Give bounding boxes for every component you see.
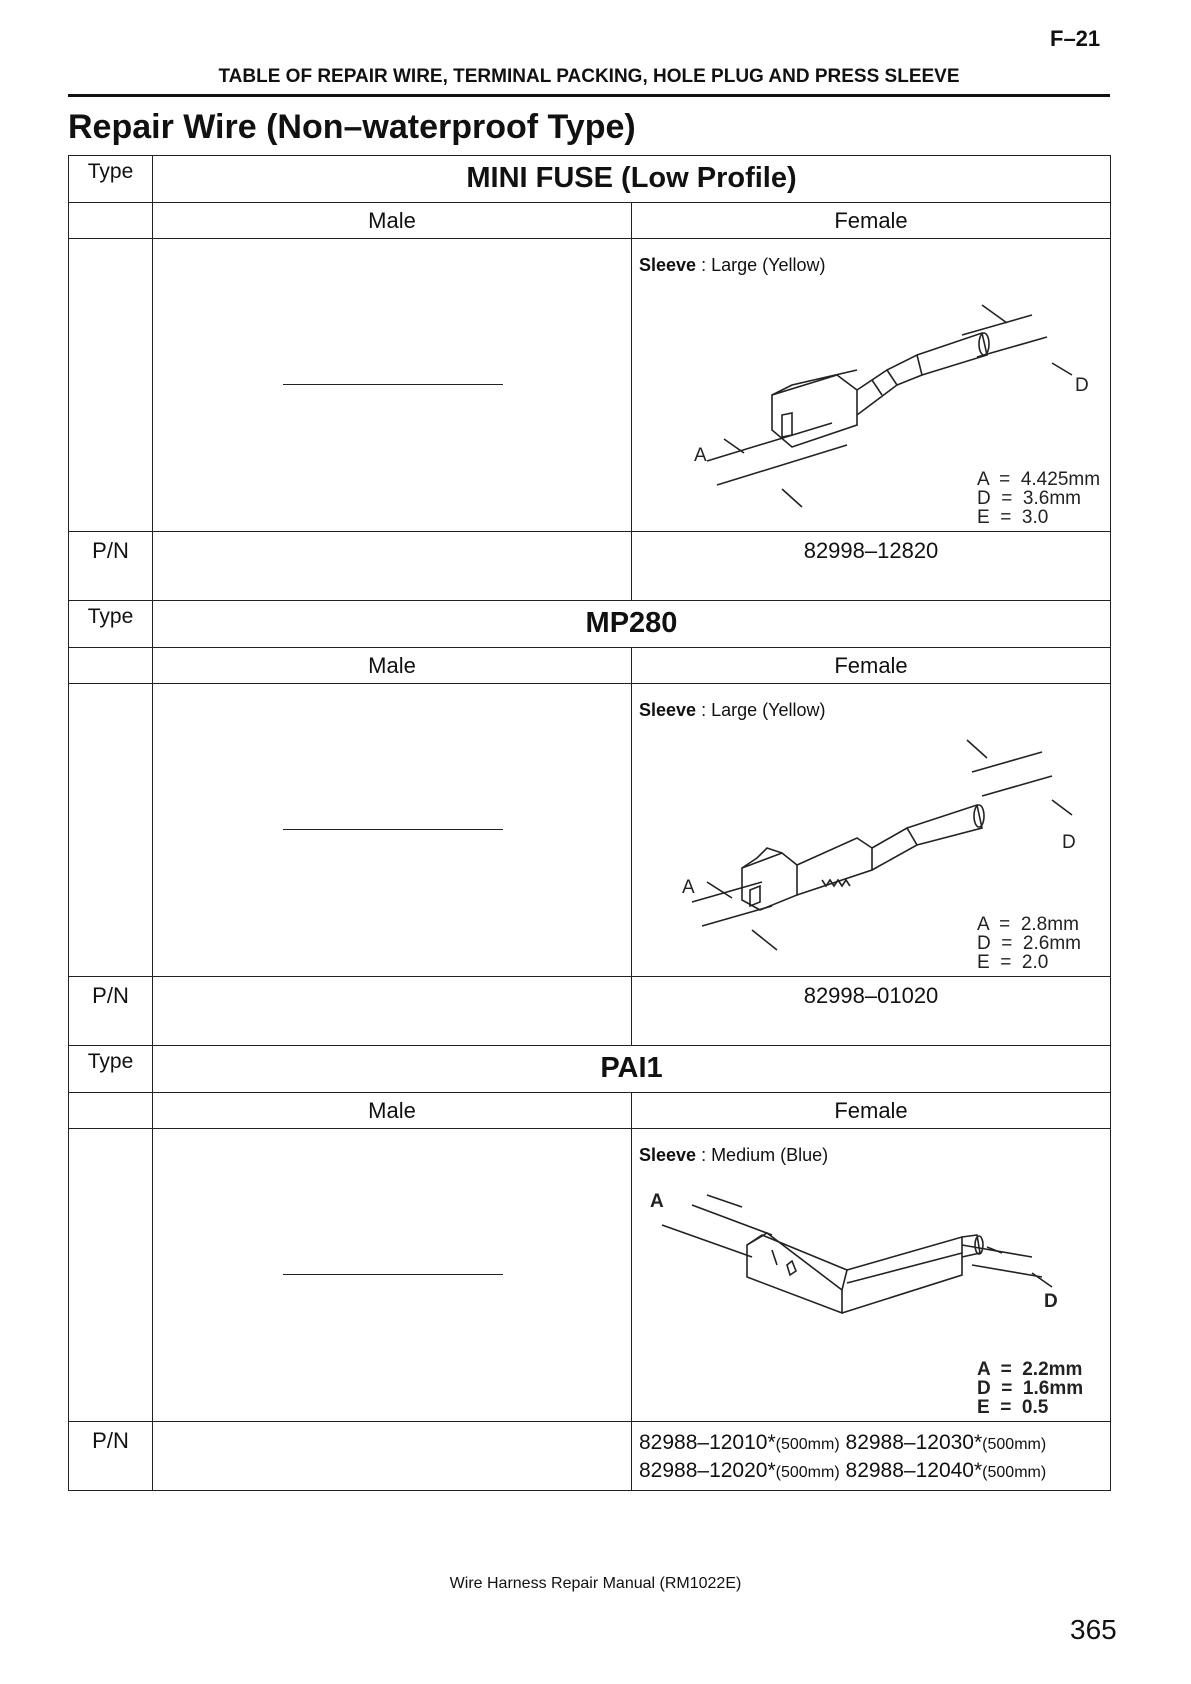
pn-label: P/N [92, 538, 129, 563]
male-header: Male [368, 653, 416, 678]
type-name: MP280 [585, 607, 678, 639]
terminal-diagram [632, 720, 1111, 976]
type-name: PAI1 [600, 1052, 663, 1084]
sleeve-spec [639, 1145, 828, 1166]
footer-manual-title: Wire Harness Repair Manual (RM1022E) [449, 1575, 742, 1592]
wire-length: (500mm) [982, 1436, 1047, 1453]
wire-length: (500mm) [982, 1464, 1047, 1481]
female-header: Female [834, 208, 908, 233]
dim-a-label: A [650, 1191, 664, 1212]
header-title: TABLE OF REPAIR WIRE, TERMINAL PACKING, HOLE PLUG AND PRESS SLEEVE [218, 66, 960, 87]
dim-spec: D = 2.6mm [977, 933, 1081, 954]
dim-spec: E = 2.0 [977, 952, 1049, 973]
pn-row [69, 532, 1111, 601]
dim-spec: D = 3.6mm [977, 488, 1081, 509]
pn-row [69, 1422, 1111, 1491]
dim-spec: A = 2.2mm [977, 1359, 1083, 1380]
part-number: 82988–12030* [845, 1431, 983, 1454]
pn-label: P/N [92, 1428, 129, 1453]
part-number: 82988–12040* [845, 1459, 983, 1482]
dim-d-label: D [1075, 375, 1089, 396]
pn-label: P/N [92, 983, 129, 1008]
wire-length: (500mm) [775, 1464, 840, 1481]
sleeve-label: Sleeve [639, 700, 697, 720]
dim-spec: A = 4.425mm [977, 469, 1101, 490]
part-number: 82988–12010* [639, 1431, 776, 1454]
type-label: Type [87, 160, 134, 183]
wire-length: (500mm) [775, 1436, 840, 1453]
part-number-list [632, 1422, 1110, 1486]
sleeve-value: : Large (Yellow) [696, 700, 826, 720]
not-applicable-dash [283, 1274, 503, 1275]
dim-spec: D = 1.6mm [977, 1378, 1084, 1399]
header-rule [68, 94, 1110, 97]
dim-a-label: A [682, 877, 695, 898]
not-applicable-dash [283, 829, 503, 830]
page-number: 365 [1070, 1614, 1117, 1645]
image-row [69, 239, 1111, 532]
dim-spec: E = 3.0 [977, 507, 1049, 528]
dim-d-label: D [1062, 832, 1076, 853]
terminal-diagram [632, 1165, 1111, 1421]
sleeve-label: Sleeve [639, 255, 697, 275]
type-row [69, 601, 1111, 648]
male-header: Male [368, 1098, 416, 1123]
part-number: 82988–12020* [639, 1459, 776, 1482]
female-header: Female [834, 653, 908, 678]
page-code: F–21 [1050, 26, 1101, 51]
sleeve-label: Sleeve [639, 1145, 697, 1165]
gender-row [69, 203, 1111, 239]
image-row [69, 684, 1111, 977]
sleeve-value: : Large (Yellow) [696, 255, 826, 275]
part-number-line [639, 1458, 1110, 1486]
pn-row [69, 977, 1111, 1046]
type-label: Type [87, 1050, 134, 1073]
image-row [69, 1129, 1111, 1422]
part-number-line [639, 1430, 1110, 1458]
gender-row [69, 648, 1111, 684]
sleeve-spec [639, 255, 825, 276]
dim-spec: A = 2.8mm [977, 914, 1079, 935]
sleeve-spec [639, 700, 825, 721]
terminal-diagram [632, 275, 1111, 531]
part-number: 82998–01020 [803, 983, 939, 1008]
female-header: Female [834, 1098, 908, 1123]
sleeve-value: : Medium (Blue) [696, 1145, 829, 1165]
male-header: Male [368, 208, 416, 233]
type-name: MINI FUSE (Low Profile) [466, 162, 797, 194]
part-number: 82998–12820 [803, 538, 939, 563]
dim-a-label: A [694, 445, 707, 466]
type-row [69, 1046, 1111, 1093]
not-applicable-dash [283, 384, 503, 385]
dim-spec: E = 0.5 [977, 1397, 1049, 1418]
type-label: Type [87, 605, 134, 628]
section-title: Repair Wire (Non–waterproof Type) [68, 108, 636, 146]
dim-d-label: D [1044, 1291, 1058, 1312]
type-row [69, 156, 1111, 203]
repair-wire-table [68, 155, 1111, 1491]
gender-row [69, 1093, 1111, 1129]
